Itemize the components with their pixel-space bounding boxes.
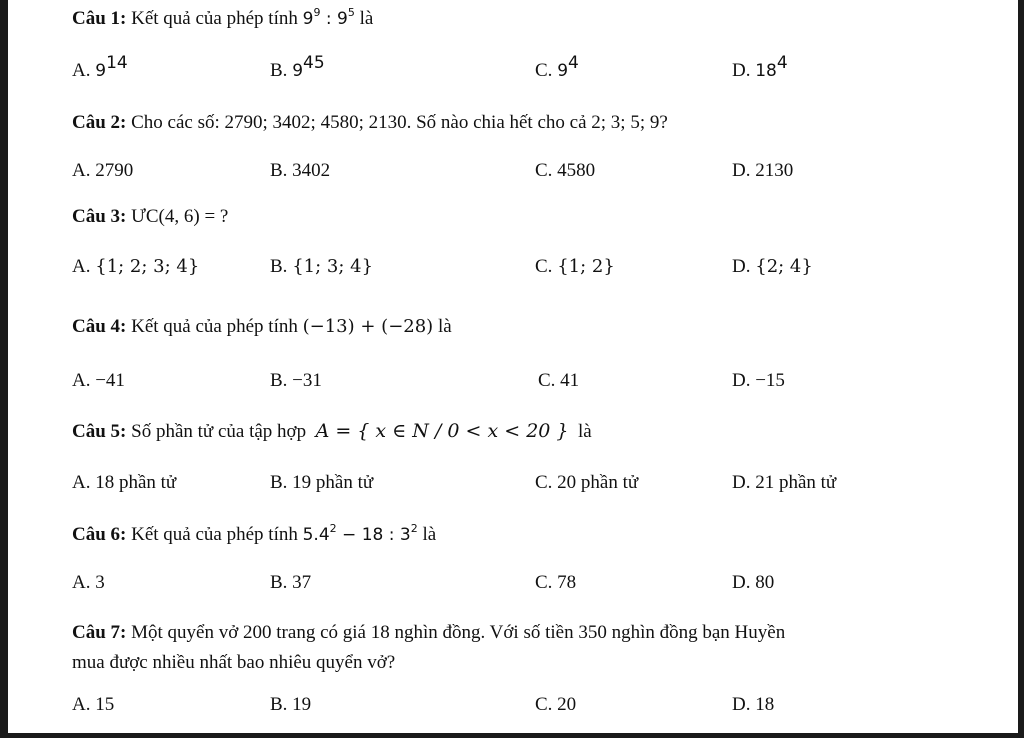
question-1-text: Kết quả của phép tính	[131, 8, 298, 29]
question-5-label: Câu 5:	[72, 421, 127, 442]
q7-option-c[interactable]: C. 20	[535, 694, 577, 715]
question-4-label: Câu 4:	[72, 316, 127, 337]
q3-option-a[interactable]: A. {1; 2; 3; 4}	[72, 256, 200, 277]
question-1-tail: là	[359, 8, 374, 29]
q6-option-a[interactable]: A. 3	[72, 572, 105, 593]
q6-option-d[interactable]: D. 80	[732, 572, 775, 593]
question-4	[72, 316, 452, 338]
q1-option-d[interactable]: D. $18^4$	[732, 53, 788, 81]
q2-option-c[interactable]: C. 4580	[535, 160, 596, 181]
q5-option-c[interactable]: C. 20 phần tử	[535, 472, 639, 493]
question-4-tail: là	[437, 316, 452, 337]
question-2-text: Cho các số: 2790; 3402; 4580; 2130. Số nào chia hết cho cả 2; 3; 5; 9?	[131, 112, 668, 133]
q7-option-b[interactable]: B. 19	[270, 694, 312, 715]
q1-option-b[interactable]: B. $9^{45}$	[270, 53, 325, 81]
right-border	[1018, 0, 1024, 738]
q1-option-a[interactable]: A. $9^{14}$	[72, 53, 128, 81]
q2-option-d[interactable]: D. 2130	[732, 160, 794, 181]
question-5-expression: A = { x ∈ N / 0 < x < 20 }	[315, 420, 569, 442]
question-3-text: ƯC(4, 6) = ?	[131, 206, 229, 227]
question-7	[72, 622, 785, 644]
question-6-expression: $5.4^2 - 18$ : $3^2$	[302, 522, 418, 545]
question-2	[72, 112, 668, 134]
question-2-label: Câu 2:	[72, 112, 127, 133]
question-1-expression: $9^9$ : $9^5$	[302, 6, 355, 29]
q6-option-c[interactable]: C. 78	[535, 572, 577, 593]
q3-option-c[interactable]: C. {1; 2}	[535, 256, 615, 277]
q4-option-a[interactable]: A. −41	[72, 370, 125, 391]
question-7-label: Câu 7:	[72, 622, 127, 643]
question-4-text: Kết quả của phép tính	[131, 316, 298, 337]
question-5-text: Số phần tử của tập hợp	[131, 421, 307, 442]
q5-option-b[interactable]: B. 19 phần tử	[270, 472, 374, 493]
q7-option-d[interactable]: D. 18	[732, 694, 775, 715]
question-6-text: Kết quả của phép tính	[131, 524, 298, 545]
q3-option-d[interactable]: D. {2; 4}	[732, 256, 813, 277]
q5-option-a[interactable]: A. 18 phần tử	[72, 472, 177, 493]
question-6-tail: là	[422, 524, 437, 545]
question-7-text-line2: mua được nhiều nhất bao nhiêu quyển vở?	[72, 652, 396, 673]
q2-option-a[interactable]: A. 2790	[72, 160, 134, 181]
left-border	[0, 0, 8, 738]
question-1	[72, 8, 373, 30]
q6-option-b[interactable]: B. 37	[270, 572, 312, 593]
question-6-label: Câu 6:	[72, 524, 127, 545]
question-4-expression: (−13) + (−28)	[302, 316, 434, 337]
question-1-label: Câu 1:	[72, 8, 127, 29]
question-6	[72, 524, 436, 546]
q5-option-d[interactable]: D. 21 phần tử	[732, 472, 837, 493]
q4-option-b[interactable]: B. −31	[270, 370, 322, 391]
question-7-line2	[72, 652, 395, 674]
bottom-border	[0, 733, 1024, 738]
question-7-text-line1: Một quyển vở 200 trang có giá 18 nghìn đồng. Với số tiền 350 nghìn đồng bạn Huyền	[131, 622, 786, 643]
question-5	[72, 420, 592, 443]
q2-option-b[interactable]: B. 3402	[270, 160, 331, 181]
question-3	[72, 206, 228, 228]
q1-option-c[interactable]: C. $9^4$	[535, 53, 579, 81]
q7-option-a[interactable]: A. 15	[72, 694, 115, 715]
q3-option-b[interactable]: B. {1; 3; 4}	[270, 256, 374, 277]
question-3-label: Câu 3:	[72, 206, 127, 227]
q4-option-c[interactable]: C. 41	[538, 370, 580, 391]
q4-option-d[interactable]: D. −15	[732, 370, 785, 391]
question-5-tail: là	[578, 421, 592, 442]
